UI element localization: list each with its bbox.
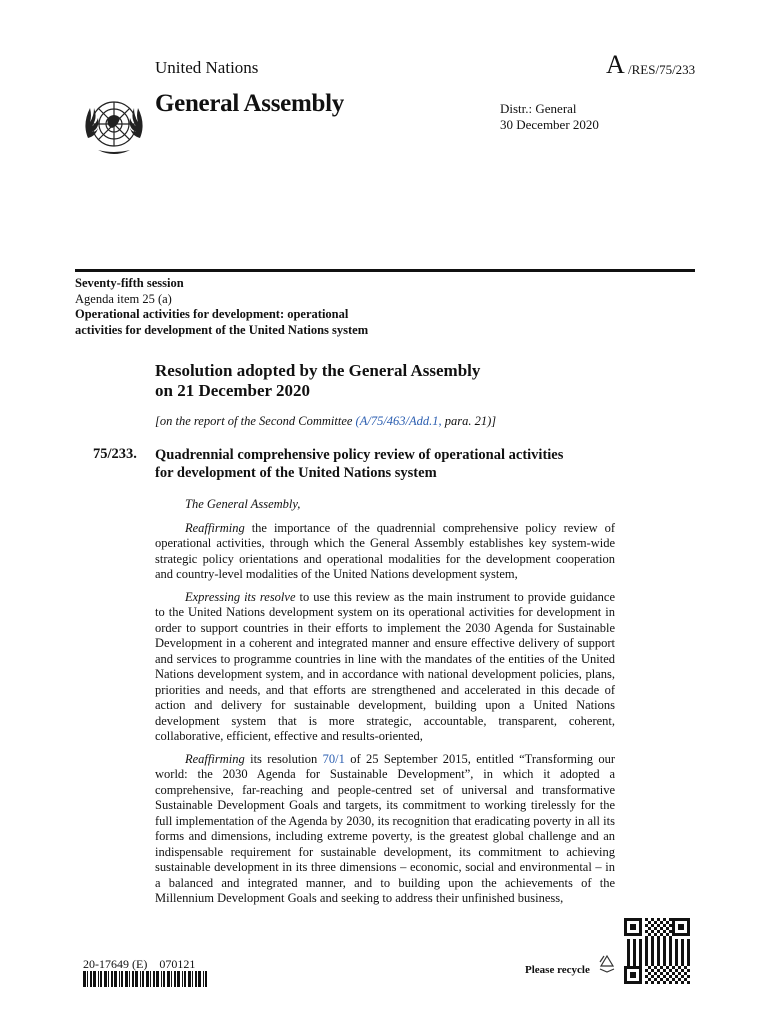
paragraph-3-lead: Reaffirming	[185, 751, 245, 766]
un-emblem-icon	[78, 88, 150, 160]
resolution-title	[155, 446, 625, 482]
header-rule	[75, 269, 695, 272]
agenda-title-line-2: activities for development of the United Nations system	[75, 322, 369, 337]
report-open: [on the report of the Second Committee	[155, 414, 353, 428]
report-close: para. 21)]	[444, 414, 497, 428]
opening-line	[155, 497, 615, 513]
resolution-heading-line-2: on 21 December 2020	[155, 381, 311, 400]
paragraph-3-pre: its resolution	[244, 751, 323, 766]
resolution-body	[155, 497, 615, 914]
issue-date: 30 December 2020	[500, 117, 599, 132]
paragraph-1-text: the importance of the quadrennial comprehensive policy review of operational activities, through which the General Assembly establishes key system-wide strategic policy orientations and operational modalities for the development cooperation and country-level modalities of the United Nations development system,	[155, 520, 615, 581]
recycle-icon	[596, 953, 618, 975]
paragraph-2-text: to use this review as the main instrument to provide guidance to the United Nations development system on its operational activities for development in order to support countries in their efforts to implement the 2030 Agenda for Sustainable Development in a coherent and integrated manner and ensure effective delivery of support and services to programme countries in line with the mandates of the entities of the United Nations development system, and in accordance with national development policies, plans, priorities and needs, and that efforts are strengthened and accelerated in this decade of action and delivery for sustainable development, building upon a United Nations development system that is more strategic, accountable, transparent, coherent, collaborative, efficient, effective and results-oriented,	[155, 589, 616, 743]
recycle-label: Please recycle	[525, 964, 590, 976]
report-reference	[155, 414, 496, 429]
document-symbol: /RES/75/233	[628, 62, 696, 77]
paragraph-1-lead: Reaffirming	[185, 520, 245, 535]
organ-name: General Assembly	[155, 90, 344, 117]
resolution-title-line-1: Quadrennial comprehensive policy review of operational activities	[155, 447, 564, 463]
distribution-block	[500, 101, 599, 133]
document-number: 20-17649 (E) 070121	[83, 957, 196, 971]
resolution-heading-line-1: Resolution adopted by the General Assembly	[155, 361, 481, 380]
resolution-heading	[155, 361, 480, 401]
paragraph-2	[155, 590, 615, 745]
resolution-number: 75/233.	[93, 446, 137, 462]
session-block	[75, 276, 368, 338]
resolution-title-line-2: for development of the United Nations system	[155, 465, 437, 481]
paragraph-3	[155, 752, 615, 907]
barcode-icon	[83, 971, 209, 987]
agenda-title-line-1: Operational activities for development: operational	[75, 307, 349, 321]
distribution: Distr.: General	[500, 101, 577, 116]
qr-code-icon	[622, 916, 692, 986]
document-symbol-prefix: A	[606, 50, 625, 79]
resolution-70-1-link[interactable]: 70/1	[322, 751, 345, 766]
opening-text: The General Assembly,	[185, 497, 301, 511]
organization-name: United Nations	[155, 58, 259, 77]
paragraph-1	[155, 521, 615, 583]
session-name: Seventy-fifth session	[75, 276, 184, 290]
agenda-item: Agenda item 25 (a)	[75, 291, 172, 306]
paragraph-3-text: of 25 September 2015, entitled “Transforming our world: the 2030 Agenda for Sustainable Development”, in which it adopted a comprehensive, far-reaching and people-centred set of universal and transformative Sustainable Development Goals and targets, its commitment to working tirelessly for the full implementation of the Agenda by 2030, its recognition that eradicating poverty in all its forms and dimensions, including extreme poverty, is the greatest global challenge and an indispensable requirement for sustainable development, its commitment to achieving sustainable development in its three dimensions – economic, social and environmental – in a balanced and integrated manner, and to building upon the achievements of the Millennium Development Goals and seeking to address their unfinished business,	[155, 751, 615, 905]
report-link[interactable]: (A/75/463/Add.1,	[355, 414, 442, 428]
paragraph-2-lead: Expressing its resolve	[185, 589, 296, 604]
